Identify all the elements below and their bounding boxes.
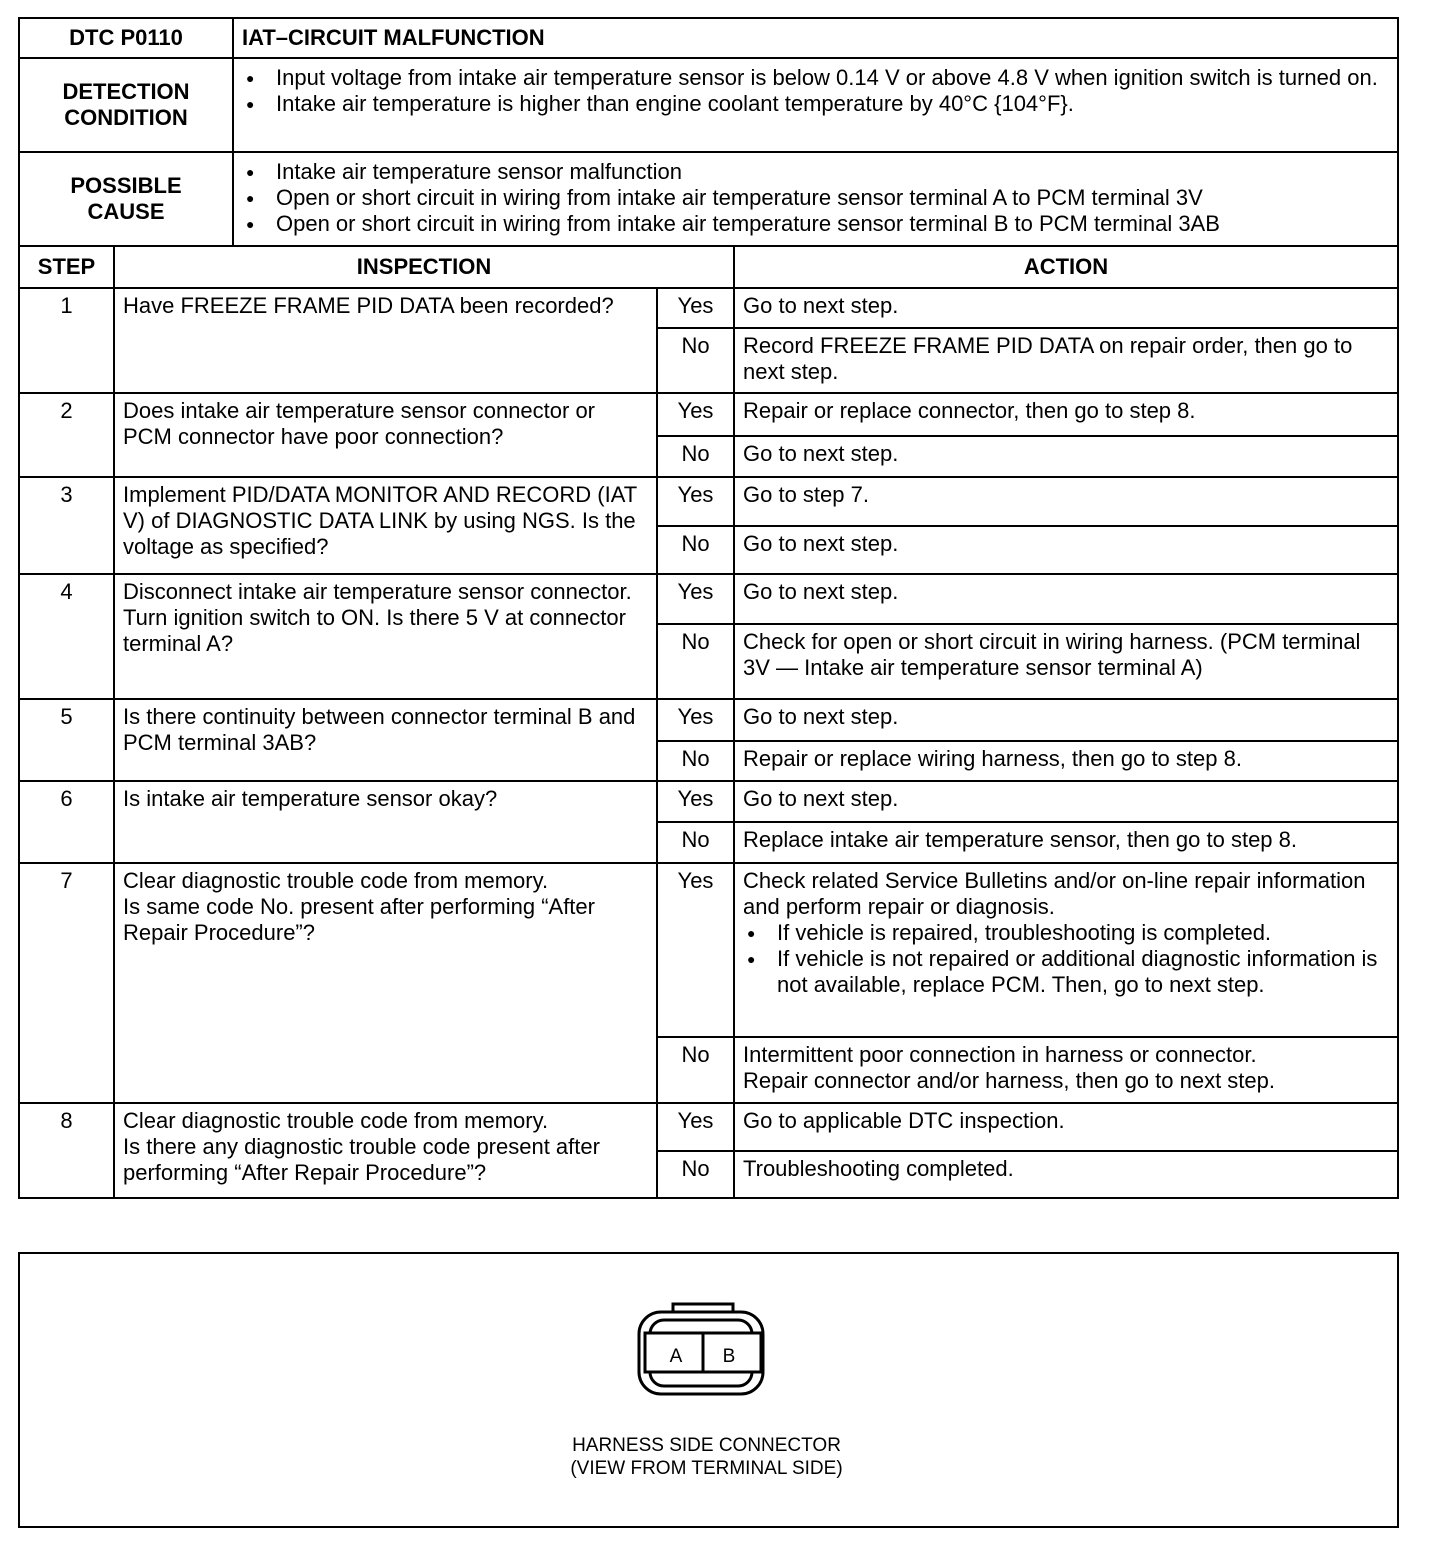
no-action: Troubleshooting completed. xyxy=(734,1151,1398,1198)
table-row xyxy=(19,574,1398,624)
yes-action xyxy=(734,1103,1398,1151)
yes-action-text: Go to next step. xyxy=(743,786,899,811)
step-number: 4 xyxy=(19,574,114,699)
yes-action-text: Go to applicable DTC inspection. xyxy=(743,1108,1065,1133)
caption-line-2: (VIEW FROM TERMINAL SIDE) xyxy=(570,1458,843,1479)
no-label: No xyxy=(657,328,734,393)
no-label: No xyxy=(657,741,734,781)
step-number: 8 xyxy=(19,1103,114,1198)
step-number: 6 xyxy=(19,781,114,863)
table-row xyxy=(19,288,1398,328)
yes-action-text: Go to step 7. xyxy=(743,482,869,507)
step-number: 7 xyxy=(19,863,114,1103)
detection-item: ● Intake air temperature is higher than engine coolant temperature by 40°C {104°F}. xyxy=(276,91,1389,117)
detection-item: ● Input voltage from intake air temperature sensor is below 0.14 V or above 4.8 V when ignition switch is turned on. xyxy=(276,65,1389,91)
yes-action xyxy=(734,699,1398,741)
step-number: 1 xyxy=(19,288,114,393)
yes-action xyxy=(734,863,1398,1037)
yes-label: Yes xyxy=(657,863,734,1037)
table-row xyxy=(19,781,1398,822)
no-action: Repair or replace wiring harness, then go to step 8. xyxy=(734,741,1398,781)
dtc-summary-table xyxy=(18,17,1399,247)
terminal-b-label: B xyxy=(722,1346,736,1367)
dtc-code: DTC P0110 xyxy=(19,18,233,58)
yes-label: Yes xyxy=(657,288,734,328)
connector-caption xyxy=(0,1434,1413,1480)
no-action: Go to next step. xyxy=(734,436,1398,477)
dtc-title: IAT–CIRCUIT MALFUNCTION xyxy=(233,18,1398,58)
inspection-header: INSPECTION xyxy=(114,246,734,288)
yes-action-text: Go to next step. xyxy=(743,704,899,729)
yes-label: Yes xyxy=(657,574,734,624)
yes-action xyxy=(734,288,1398,328)
inspection-question: Clear diagnostic trouble code from memory. Is there any diagnostic trouble code present after performing “After Repair Procedure”? xyxy=(114,1103,657,1198)
inspection-question: Does intake air temperature sensor connector or PCM connector have poor connection? xyxy=(114,393,657,477)
no-label: No xyxy=(657,526,734,574)
yes-action-text: Go to next step. xyxy=(743,579,899,604)
yes-label: Yes xyxy=(657,781,734,822)
step-number: 3 xyxy=(19,477,114,574)
yes-label: Yes xyxy=(657,1103,734,1151)
no-label: No xyxy=(657,822,734,863)
inspection-question: Implement PID/DATA MONITOR AND RECORD (IAT V) of DIAGNOSTIC DATA LINK by using NGS. Is the voltage as specified? xyxy=(114,477,657,574)
yes-action xyxy=(734,574,1398,624)
inspection-question: Clear diagnostic trouble code from memory. Is same code No. present after performing “After Repair Procedure”? xyxy=(114,863,657,1103)
terminal-a-label: A xyxy=(669,1346,683,1367)
table-row xyxy=(19,393,1398,436)
no-action: Intermittent poor connection in harness or connector. Repair connector and/or harness, then go to next step. xyxy=(734,1037,1398,1103)
table-row xyxy=(19,699,1398,741)
no-label: No xyxy=(657,624,734,699)
yes-action-text: Repair or replace connector, then go to step 8. xyxy=(743,398,1196,423)
inspection-question: Is there continuity between connector terminal B and PCM terminal 3AB? xyxy=(114,699,657,781)
inspection-question: Have FREEZE FRAME PID DATA been recorded? xyxy=(114,288,657,393)
caption-line-1: HARNESS SIDE CONNECTOR xyxy=(572,1435,841,1456)
cause-label: POSSIBLE CAUSE xyxy=(19,152,233,246)
cause-item: ● Open or short circuit in wiring from intake air temperature sensor terminal A to PCM terminal 3V xyxy=(276,185,1389,211)
yes-action xyxy=(734,781,1398,822)
cause-list xyxy=(242,159,1389,237)
no-action: Record FREEZE FRAME PID DATA on repair order, then go to next step. xyxy=(734,328,1398,393)
no-action: Check for open or short circuit in wiring harness. (PCM terminal 3V — Intake air temperature sensor terminal A) xyxy=(734,624,1398,699)
inspection-question: Is intake air temperature sensor okay? xyxy=(114,781,657,863)
no-action: Go to next step. xyxy=(734,526,1398,574)
harness-connector-icon xyxy=(635,1300,770,1400)
no-label: No xyxy=(657,436,734,477)
step-number: 5 xyxy=(19,699,114,781)
inspection-question: Disconnect intake air temperature sensor connector. Turn ignition switch to ON. Is there 5 V at connector terminal A? xyxy=(114,574,657,699)
table-row xyxy=(19,1103,1398,1151)
yes-action xyxy=(734,477,1398,526)
step-header: STEP xyxy=(19,246,114,288)
detection-label: DETECTION CONDITION xyxy=(19,58,233,152)
no-label: No xyxy=(657,1151,734,1198)
action-bullets xyxy=(743,920,1389,998)
inspection-steps-table xyxy=(18,245,1399,1199)
yes-action-text: Check related Service Bulletins and/or on-line repair information and perform repair or diagnosis. xyxy=(743,868,1366,919)
action-bullet: ● If vehicle is not repaired or additional diagnostic information is not available, replace PCM. Then, go to next step. xyxy=(777,946,1389,998)
step-number: 2 xyxy=(19,393,114,477)
yes-action xyxy=(734,393,1398,436)
no-label: No xyxy=(657,1037,734,1103)
table-row xyxy=(19,477,1398,526)
action-header: ACTION xyxy=(734,246,1398,288)
table-row xyxy=(19,863,1398,1037)
yes-label: Yes xyxy=(657,477,734,526)
yes-label: Yes xyxy=(657,699,734,741)
action-bullet: ● If vehicle is repaired, troubleshooting is completed. xyxy=(777,920,1389,946)
detection-list xyxy=(242,65,1389,117)
cause-item: ● Intake air temperature sensor malfunction xyxy=(276,159,1389,185)
yes-label: Yes xyxy=(657,393,734,436)
yes-action-text: Go to next step. xyxy=(743,293,899,318)
no-action: Replace intake air temperature sensor, then go to step 8. xyxy=(734,822,1398,863)
cause-item: ● Open or short circuit in wiring from intake air temperature sensor terminal B to PCM terminal 3AB xyxy=(276,211,1389,237)
